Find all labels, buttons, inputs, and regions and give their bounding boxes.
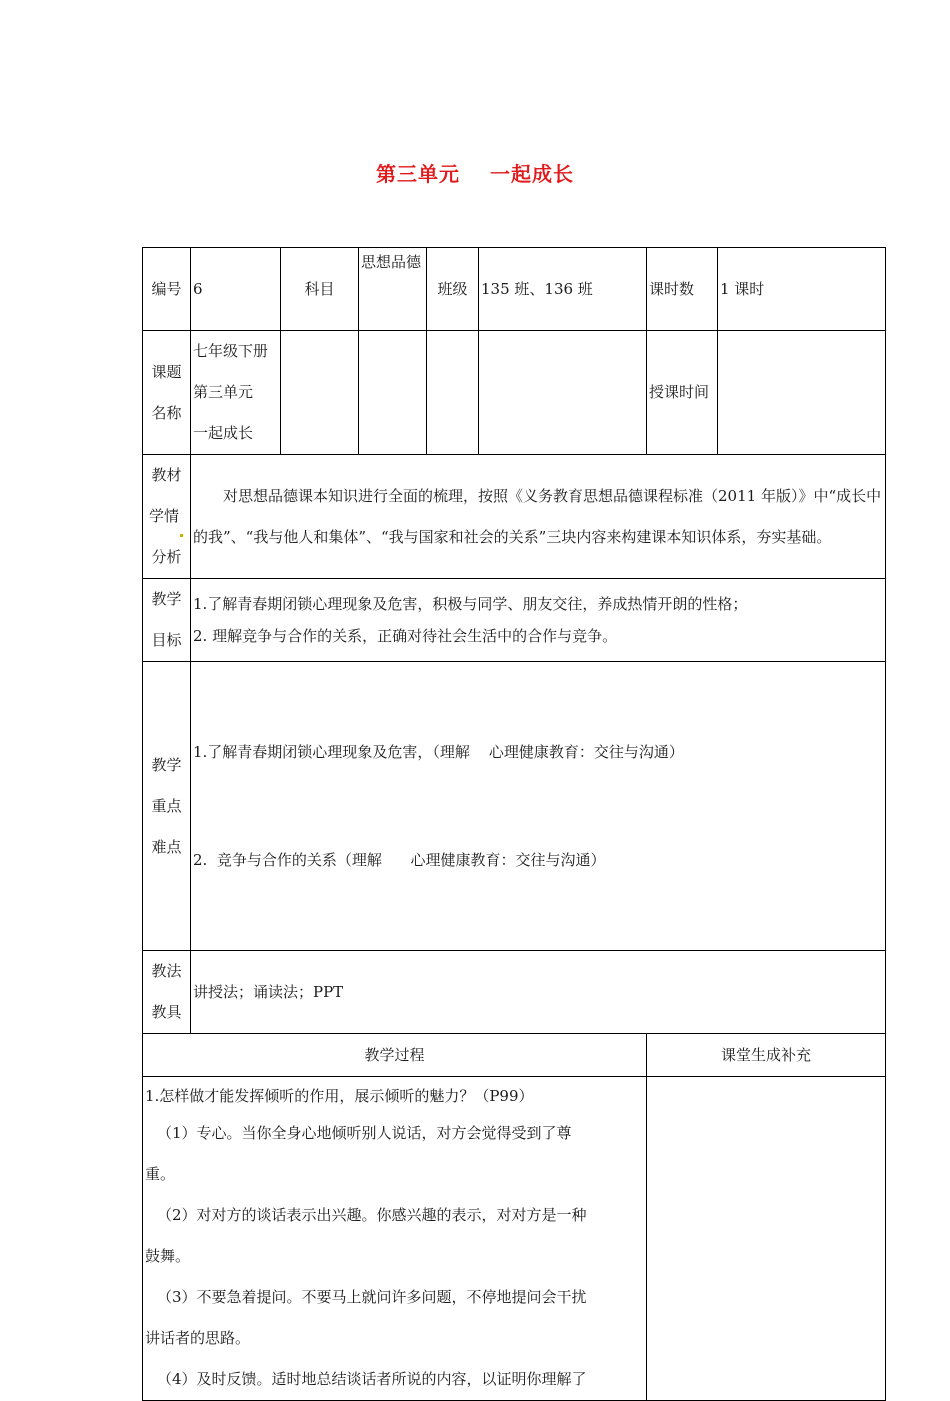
label-line: 教材 [151, 466, 182, 484]
goal-item: 2. 理解竞争与合作的关系，正确对待社会生活中的合作与竞争。 [193, 627, 618, 645]
goal-item: 1.了解青春期闭锁心理现象及危害，积极与同学、朋友交往，养成热情开朗的性格； [193, 595, 748, 613]
empty-cell [281, 331, 359, 455]
process-line: 鼓舞。 [145, 1247, 191, 1265]
key-point-item: 1.了解青春期闭锁心理现象及危害，（理解 心理健康教育：交往与沟通） [193, 743, 684, 761]
process-content [143, 1077, 647, 1401]
label-line-text: 学情 [148, 507, 179, 525]
lesson-name-value [191, 331, 281, 455]
row-key-points [143, 662, 886, 951]
lesson-name-line: 一起成长 [193, 424, 254, 442]
process-line: 讲话者的思路。 [145, 1329, 251, 1347]
keshishu-value: 1 课时 [718, 248, 886, 331]
supplement-content [647, 1077, 886, 1401]
kemu-label: 科目 [281, 248, 359, 331]
key-points-label [143, 662, 191, 951]
label-line: 教学 [151, 755, 182, 774]
row-process-header [143, 1034, 886, 1077]
lesson-name-line: 第三单元 [193, 383, 254, 401]
banji-label: 班级 [427, 248, 479, 331]
lesson-name-label-line1: 课题 [151, 362, 182, 381]
process-line: （2）对对方的谈话表示出兴趣。你感兴趣的表示，对对方是一种 [157, 1206, 587, 1224]
label-line: 教学 [151, 590, 182, 608]
lesson-name-label-line2: 名称 [151, 403, 182, 422]
material-analysis-label [143, 455, 191, 579]
key-points-text [191, 662, 886, 951]
empty-cell [427, 331, 479, 455]
keshishu-label: 课时数 [647, 248, 718, 331]
key-point-item: 2. 竞争与合作的关系（理解 心理健康教育：交往与沟通） [193, 851, 606, 869]
process-line: （3）不要急着提问。不要马上就问许多问题，不停地提问会干扰 [157, 1288, 587, 1306]
row-teaching-goals [143, 579, 886, 662]
document-title [0, 158, 950, 187]
teaching-goals-text [191, 579, 886, 662]
row-process-content [143, 1077, 886, 1401]
title-part2: 一起成长 [490, 162, 574, 186]
lesson-name-label [143, 331, 191, 455]
label-line: 教具 [151, 1003, 182, 1021]
process-question: 1.怎样做才能发挥倾听的作用，展示倾听的魅力？（P99） [145, 1087, 534, 1105]
teaching-goals-label [143, 579, 191, 662]
teaching-time-value [718, 331, 886, 455]
supplement-header: 课堂生成补充 [647, 1034, 886, 1077]
lesson-plan-table [142, 247, 886, 1401]
banji-value: 135 班、136 班 [479, 248, 647, 331]
material-analysis-text: 对思想品德课本知识进行全面的梳理，按照《义务教育思想品德课程标准（2011 年版）》中“成长中的我”、“我与他人和集体”、“我与国家和社会的关系”三块内容来构建课本知识体系，夯实基础。 [191, 455, 886, 579]
methods-text: 讲授法；诵读法；PPT [191, 951, 886, 1034]
process-header: 教学过程 [143, 1034, 647, 1077]
label-line [145, 496, 188, 537]
label-line: 分析 [151, 548, 182, 566]
process-line: 重。 [145, 1165, 176, 1183]
label-line: 难点 [151, 837, 182, 856]
row-material-analysis [143, 455, 886, 579]
title-part1: 第三单元 [376, 162, 460, 186]
bianhao-label: 编号 [143, 248, 191, 331]
empty-cell [479, 331, 647, 455]
row-basic-info [143, 248, 886, 331]
methods-label [143, 951, 191, 1034]
empty-cell [359, 331, 427, 455]
process-line: （4）及时反馈。适时地总结谈话者所说的内容，以证明你理解了 [157, 1370, 587, 1388]
label-line: 重点 [151, 796, 182, 815]
row-lesson-name [143, 331, 886, 455]
label-line: 教法 [151, 962, 182, 980]
row-methods [143, 951, 886, 1034]
process-line: （1）专心。当你全身心地倾听别人说话，对方会觉得受到了尊 [157, 1124, 572, 1142]
kemu-value: 思想品德 [359, 248, 427, 331]
bianhao-value: 6 [191, 248, 281, 331]
teaching-time-label: 授课时间 [647, 331, 718, 455]
lesson-name-line: 七年级下册 [193, 342, 269, 360]
label-line: 目标 [151, 631, 182, 649]
